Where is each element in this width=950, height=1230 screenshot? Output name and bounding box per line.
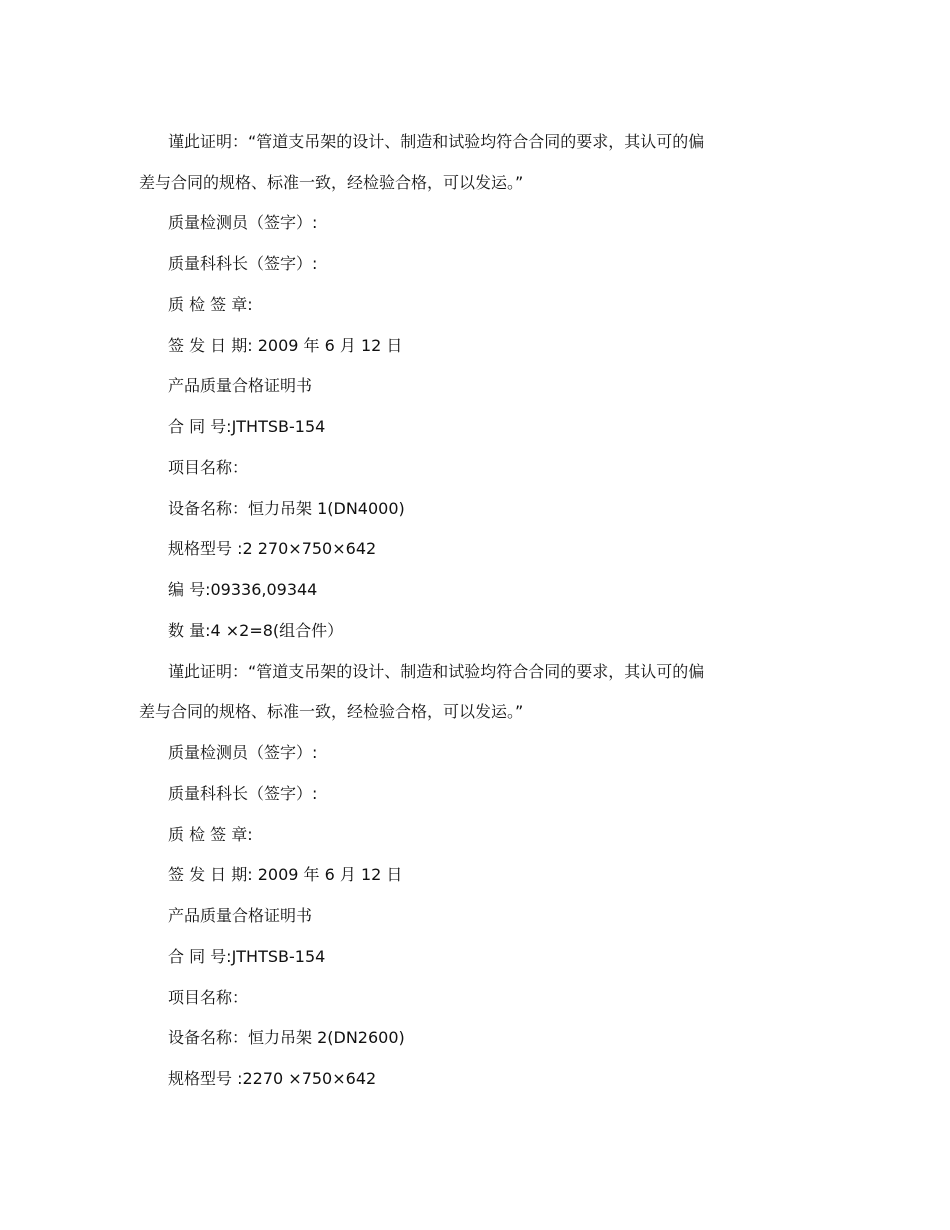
equipment-name: 设备名称：恒力吊架 2(DN2600) <box>168 1028 405 1047</box>
project-name: 项目名称： <box>168 458 249 477</box>
certification-statement-line-1: 谨此证明：“管道支吊架的设计、制造和试验均符合合同的要求，其认可的偏 <box>168 132 705 151</box>
project-name: 项目名称： <box>168 988 249 1007</box>
inspection-seal: 质 检 签 章: <box>168 295 253 314</box>
quality-section-chief-signature: 质量科科长（签字）: <box>168 784 318 803</box>
quality-inspector-signature: 质量检测员（签字）: <box>168 213 318 232</box>
quality-section-chief-signature: 质量科科长（签字）: <box>168 254 318 273</box>
quality-inspector-signature: 质量检测员（签字）: <box>168 743 318 762</box>
certificate-title: 产品质量合格证明书 <box>168 376 313 395</box>
certification-statement-line-2: 差与合同的规格、标准一致，经检验合格，可以发运。” <box>139 173 524 192</box>
inspection-seal: 质 检 签 章: <box>168 825 253 844</box>
certification-statement-line-1: 谨此证明：“管道支吊架的设计、制造和试验均符合合同的要求，其认可的偏 <box>168 662 705 681</box>
certification-statement-line-2: 差与合同的规格、标准一致，经检验合格，可以发运。” <box>139 702 524 721</box>
specification-model: 规格型号 :2270 ×750×642 <box>168 1069 377 1088</box>
contract-number: 合 同 号:JTHTSB-154 <box>168 417 326 436</box>
specification-model: 规格型号 :2 270×750×642 <box>168 539 377 558</box>
contract-number: 合 同 号:JTHTSB-154 <box>168 947 326 966</box>
certificate-title: 产品质量合格证明书 <box>168 906 313 925</box>
issue-date: 签 发 日 期: 2009 年 6 月 12 日 <box>168 865 403 884</box>
serial-numbers: 编 号:09336,09344 <box>168 580 318 599</box>
quantity: 数 量:4 ×2=8(组合件） <box>168 621 344 640</box>
issue-date: 签 发 日 期: 2009 年 6 月 12 日 <box>168 336 403 355</box>
equipment-name: 设备名称：恒力吊架 1(DN4000) <box>168 499 405 518</box>
